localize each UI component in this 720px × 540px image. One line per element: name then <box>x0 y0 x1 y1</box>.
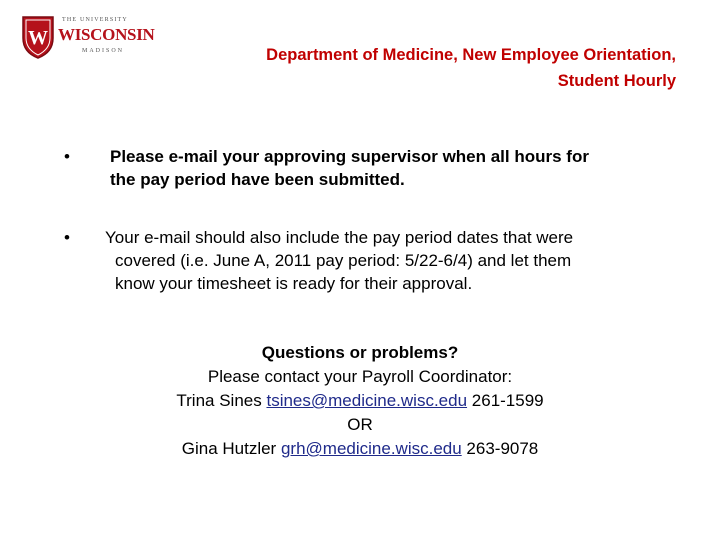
contact-block <box>0 341 720 461</box>
title-line-1: Department of Medicine, New Employee Orientation, <box>266 46 676 64</box>
contact-separator: OR <box>347 415 373 434</box>
contact-1-phone: 261-1599 <box>471 391 544 410</box>
bullet-2-line-3: know your timesheet is ready for their approval. <box>115 274 473 293</box>
contact-1-name: Trina Sines <box>176 391 262 410</box>
contact-2-email-link[interactable]: grh@medicine.wisc.edu <box>280 439 462 458</box>
bullet-marker: • <box>64 228 70 247</box>
contact-person-1 <box>0 389 720 413</box>
crest-icon <box>20 14 56 60</box>
contact-question: Questions or problems? <box>261 343 459 362</box>
logo-wisconsin-text: WISCONSIN <box>58 25 155 44</box>
bullet-1-line-2: the pay period have been submitted. <box>110 170 405 189</box>
contact-2-name: Gina Hutzler <box>181 439 277 458</box>
bullet-text-1 <box>110 145 700 191</box>
contact-2-phone: 263-9078 <box>466 439 539 458</box>
bullet-marker: • <box>64 147 70 166</box>
contact-instruction: Please contact your Payroll Coordinator: <box>207 367 513 386</box>
svg-text:W: W <box>28 27 48 49</box>
bullet-2-line-1: Your e-mail should also include the pay period dates that were <box>105 228 574 247</box>
bullet-text-2 <box>105 226 705 295</box>
logo-madison-text: MADISON <box>82 48 125 54</box>
title-line-2: Student Hourly <box>557 72 676 90</box>
bullet-1-line-1: Please e-mail your approving supervisor when all hours for <box>110 147 589 166</box>
bullet-2-line-2: covered (i.e. June A, 2011 pay period: 5/22-6/4) and let them <box>115 251 572 270</box>
contact-1-email-link[interactable]: tsines@medicine.wisc.edu <box>266 391 468 410</box>
university-logo <box>20 14 155 66</box>
logo-university-text: THE UNIVERSITY <box>62 17 128 23</box>
page-title <box>136 42 676 94</box>
contact-person-2 <box>0 437 720 461</box>
